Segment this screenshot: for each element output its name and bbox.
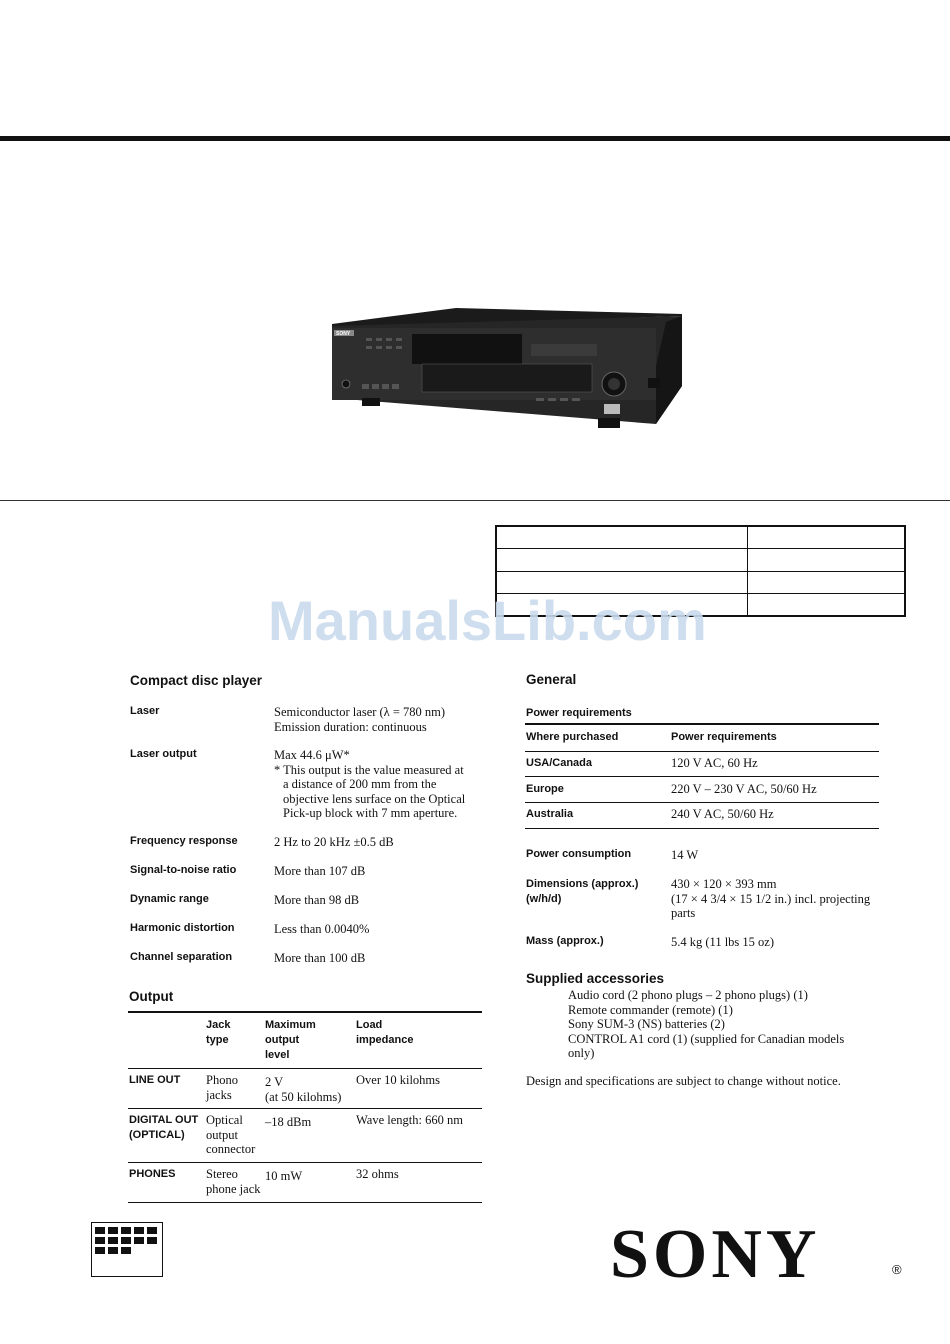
output-row-jack: Stereo phone jack bbox=[206, 1167, 261, 1196]
dimensions-value: 430 × 120 × 393 mm (17 × 4 3/4 × 15 1/2 in.) incl. projecting parts bbox=[671, 877, 871, 920]
output-row-level: –18 dBm bbox=[265, 1115, 312, 1129]
cd-section-title: Compact disc player bbox=[130, 673, 263, 688]
power-row-value: 240 V AC, 50/60 Hz bbox=[671, 807, 774, 821]
output-header-jack: Jack type bbox=[206, 1019, 231, 1046]
output-table-rule bbox=[128, 1068, 482, 1069]
general-section-title: General bbox=[526, 672, 577, 687]
spec-label: Channel separation bbox=[130, 951, 233, 963]
power-table-rule bbox=[525, 802, 879, 803]
power-header-where: Where purchased bbox=[526, 731, 619, 743]
output-header-load: Load impedance bbox=[356, 1019, 414, 1046]
power-table-bottom-rule bbox=[525, 828, 879, 829]
mass-value: 5.4 kg (11 lbs 15 oz) bbox=[671, 935, 774, 949]
power-header-requirements: Power requirements bbox=[671, 731, 777, 743]
spec-label: Harmonic distortion bbox=[130, 922, 235, 934]
accessory-item: CONTROL A1 cord (1) (supplied for Canadian models bbox=[568, 1031, 845, 1046]
power-row-where: USA/Canada bbox=[526, 757, 593, 769]
accessory-item: Audio cord (2 phono plugs – 2 phono plugs) (1) bbox=[568, 988, 808, 1002]
output-row-load: Wave length: 660 nm bbox=[356, 1113, 463, 1127]
mass-label: Mass (approx.) bbox=[526, 935, 604, 947]
accessory-item: only) bbox=[568, 1046, 595, 1060]
output-table-top-rule bbox=[128, 1011, 482, 1013]
specs-note: Design and specifications are subject to change without notice. bbox=[526, 1074, 841, 1088]
spec-value: Less than 0.0040% bbox=[274, 922, 370, 936]
accessory-item: Remote commander (remote) (1) bbox=[568, 1002, 733, 1017]
accessory-item: Sony SUM-3 (NS) batteries (2) bbox=[568, 1017, 725, 1031]
registered-mark: ® bbox=[892, 1262, 902, 1277]
output-row-jack: Optical output connector bbox=[206, 1113, 256, 1156]
output-row-jack: Phono jacks bbox=[206, 1073, 238, 1102]
spec-label: Signal-to-noise ratio bbox=[130, 864, 237, 876]
output-table-rule bbox=[128, 1162, 482, 1163]
spec-value: 2 Hz to 20 kHz ±0.5 dB bbox=[274, 835, 394, 849]
power-table-rule bbox=[525, 751, 879, 752]
output-row-name: DIGITAL OUT (OPTICAL) bbox=[129, 1114, 199, 1141]
spec-label: Laser bbox=[130, 705, 160, 717]
power-table-rule bbox=[525, 776, 879, 777]
power-row-where: Europe bbox=[526, 783, 564, 795]
accessories-title: Supplied accessories bbox=[526, 971, 665, 986]
power-row-value: 220 V – 230 V AC, 50/60 Hz bbox=[671, 782, 817, 796]
output-section-title: Output bbox=[129, 989, 174, 1004]
spec-value: More than 107 dB bbox=[274, 864, 366, 878]
output-row-name: PHONES bbox=[129, 1168, 176, 1180]
power-consumption-label: Power consumption bbox=[526, 848, 632, 860]
cd-player-photo bbox=[326, 306, 686, 434]
power-row-value: 120 V AC, 60 Hz bbox=[671, 756, 758, 770]
output-row-level: 10 mW bbox=[265, 1169, 303, 1183]
accessories-list bbox=[568, 988, 868, 1061]
output-table-bottom-rule bbox=[128, 1202, 482, 1203]
output-table-rule bbox=[128, 1108, 482, 1109]
sony-logo: SONY bbox=[610, 1216, 821, 1293]
power-consumption-value: 14 W bbox=[671, 848, 699, 862]
power-table-top-rule bbox=[525, 723, 879, 725]
section-rule bbox=[0, 500, 950, 501]
top-rule bbox=[0, 136, 950, 141]
output-row-level: 2 V (at 50 kilohms) bbox=[265, 1075, 342, 1104]
spec-value: Semiconductor laser (λ = 780 nm) Emission duration: continuous bbox=[274, 705, 446, 734]
power-row-where: Australia bbox=[526, 808, 574, 820]
output-row-load: Over 10 kilohms bbox=[356, 1073, 441, 1087]
spec-value: More than 100 dB bbox=[274, 951, 366, 965]
spec-label: Laser output bbox=[130, 748, 197, 760]
spec-label: Frequency response bbox=[130, 835, 238, 847]
power-requirements-title: Power requirements bbox=[526, 707, 632, 719]
watermark: ManualsLib.com bbox=[268, 589, 707, 652]
dimensions-label: Dimensions (approx.) (w/h/d) bbox=[526, 878, 639, 905]
publication-logo-box bbox=[91, 1222, 163, 1277]
output-row-load: 32 ohms bbox=[356, 1167, 399, 1181]
output-row-name: LINE OUT bbox=[129, 1074, 181, 1086]
brand-badge-text: SONY bbox=[336, 331, 351, 337]
spec-value: Max 44.6 μW* * This output is the value measured at a distance of 200 mm from the objective lens surface on the Optical Pick-up block with 7 mm aperture. bbox=[274, 748, 466, 820]
spec-value: More than 98 dB bbox=[274, 893, 360, 907]
output-header-max-level: Maximum output level bbox=[265, 1019, 316, 1061]
spec-label: Dynamic range bbox=[130, 893, 209, 905]
